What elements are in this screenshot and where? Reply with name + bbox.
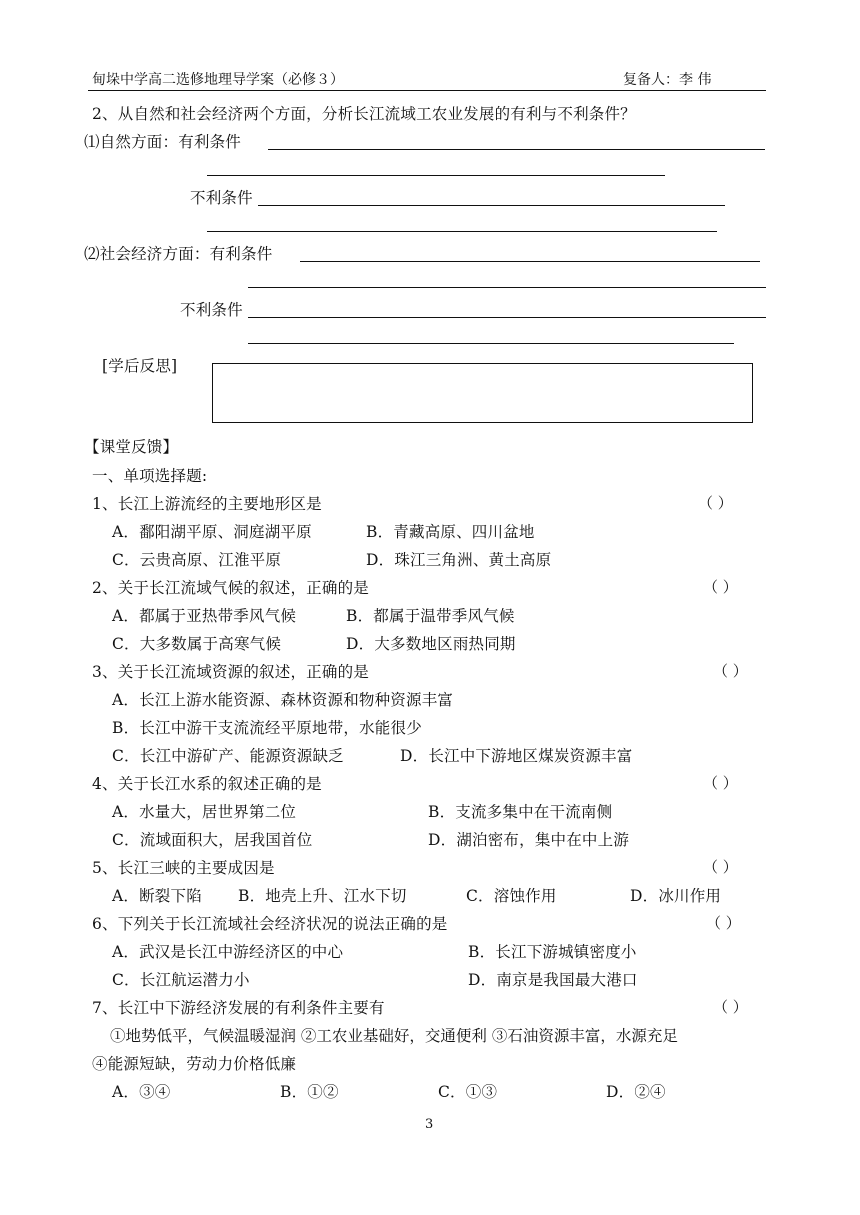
- option-c: C．溶蚀作用: [466, 887, 557, 905]
- option-a: A．水量大，居世界第二位: [112, 803, 297, 821]
- option-d: D．南京是我国最大港口: [468, 971, 638, 989]
- reflection-label: [学后反思]: [102, 357, 178, 375]
- natural-unfavorable-label: 不利条件: [190, 189, 253, 207]
- option-c: C．长江航运潜力小: [112, 971, 250, 989]
- reflection-box[interactable]: [212, 363, 753, 423]
- answer-paren: （ ）: [713, 662, 748, 680]
- header-title: 甸垛中学高二选修地理导学案（必修３）: [92, 72, 344, 88]
- answer-line: [258, 205, 725, 206]
- answer-line: [248, 317, 766, 318]
- option-b: B．青藏高原、四川盆地: [366, 523, 535, 541]
- answer-line: [300, 261, 760, 262]
- answer-line: [248, 343, 734, 344]
- question-2-title: 2、从自然和社会经济两个方面，分析长江流域工农业发展的有利与不利条件？: [92, 105, 636, 123]
- social-unfavorable-label: 不利条件: [180, 301, 243, 319]
- answer-line: [207, 231, 717, 232]
- question-2-stem: 2、关于长江流域气候的叙述，正确的是: [92, 579, 369, 597]
- header-author: 复备人：李 伟: [623, 72, 712, 88]
- question-1-stem: 1、长江上游流经的主要地形区是: [92, 495, 322, 513]
- option-a: A．鄱阳湖平原、洞庭湖平原: [112, 523, 312, 541]
- section-title: 一、单项选择题:: [92, 467, 208, 485]
- natural-favorable-label: ⑴自然方面：有利条件: [84, 133, 242, 151]
- option-a: A．断裂下陷: [112, 887, 202, 905]
- option-d: D．湖泊密布，集中在中上游: [428, 831, 630, 849]
- option-a: A．武汉是长江中游经济区的中心: [112, 943, 344, 961]
- option-b: B．长江下游城镇密度小: [468, 943, 637, 961]
- option-d: D．②④: [606, 1083, 666, 1101]
- option-c: C．长江中游矿产、能源资源缺乏: [112, 747, 344, 765]
- question-6-stem: 6、下列关于长江流域社会经济状况的说法正确的是: [92, 915, 448, 933]
- option-a: A．都属于亚热带季风气候: [112, 607, 297, 625]
- answer-line: [207, 175, 665, 176]
- question-7-statement-4: ④能源短缺，劳动力价格低廉: [92, 1055, 297, 1073]
- header-rule: [88, 90, 766, 91]
- option-b: B．①②: [280, 1083, 339, 1101]
- answer-line: [268, 149, 765, 150]
- answer-paren: （ ）: [713, 998, 748, 1016]
- feedback-heading: 【课堂反馈】: [84, 438, 179, 456]
- option-a: A．③④: [112, 1083, 171, 1101]
- answer-paren: （ ）: [703, 858, 738, 876]
- option-c: C．流域面积大，居我国首位: [112, 831, 313, 849]
- option-a: A．长江上游水能资源、森林资源和物种资源丰富: [112, 691, 454, 709]
- question-7-stem: 7、长江中下游经济发展的有利条件主要有: [92, 999, 385, 1017]
- answer-paren: （ ）: [703, 774, 738, 792]
- option-d: D．长江中下游地区煤炭资源丰富: [400, 747, 633, 765]
- question-3-stem: 3、关于长江流域资源的叙述，正确的是: [92, 663, 369, 681]
- option-d: D．大多数地区雨热同期: [346, 635, 516, 653]
- answer-line: [248, 287, 766, 288]
- answer-paren: （ ）: [706, 914, 741, 932]
- page-number: 3: [425, 1117, 434, 1132]
- question-7-statements: ①地势低平，气候温暖湿润 ②工农业基础好，交通便利 ③石油资源丰富，水源充足: [110, 1027, 678, 1045]
- option-b: B．都属于温带季风气候: [346, 607, 515, 625]
- social-favorable-label: ⑵社会经济方面：有利条件: [84, 245, 273, 263]
- option-c: C．①③: [438, 1083, 498, 1101]
- answer-paren: （ ）: [698, 494, 733, 512]
- option-b: B．地壳上升、江水下切: [238, 887, 407, 905]
- question-5-stem: 5、长江三峡的主要成因是: [92, 859, 275, 877]
- option-b: B．长江中游干支流流经平原地带，水能很少: [112, 719, 422, 737]
- option-b: B．支流多集中在干流南侧: [428, 803, 613, 821]
- option-c: C．云贵高原、江淮平原: [112, 551, 282, 569]
- option-d: D．珠江三角洲、黄土高原: [366, 551, 552, 569]
- option-c: C．大多数属于高寒气候: [112, 635, 282, 653]
- answer-paren: （ ）: [703, 578, 738, 596]
- question-4-stem: 4、关于长江水系的叙述正确的是: [92, 775, 322, 793]
- option-d: D．冰川作用: [630, 887, 722, 905]
